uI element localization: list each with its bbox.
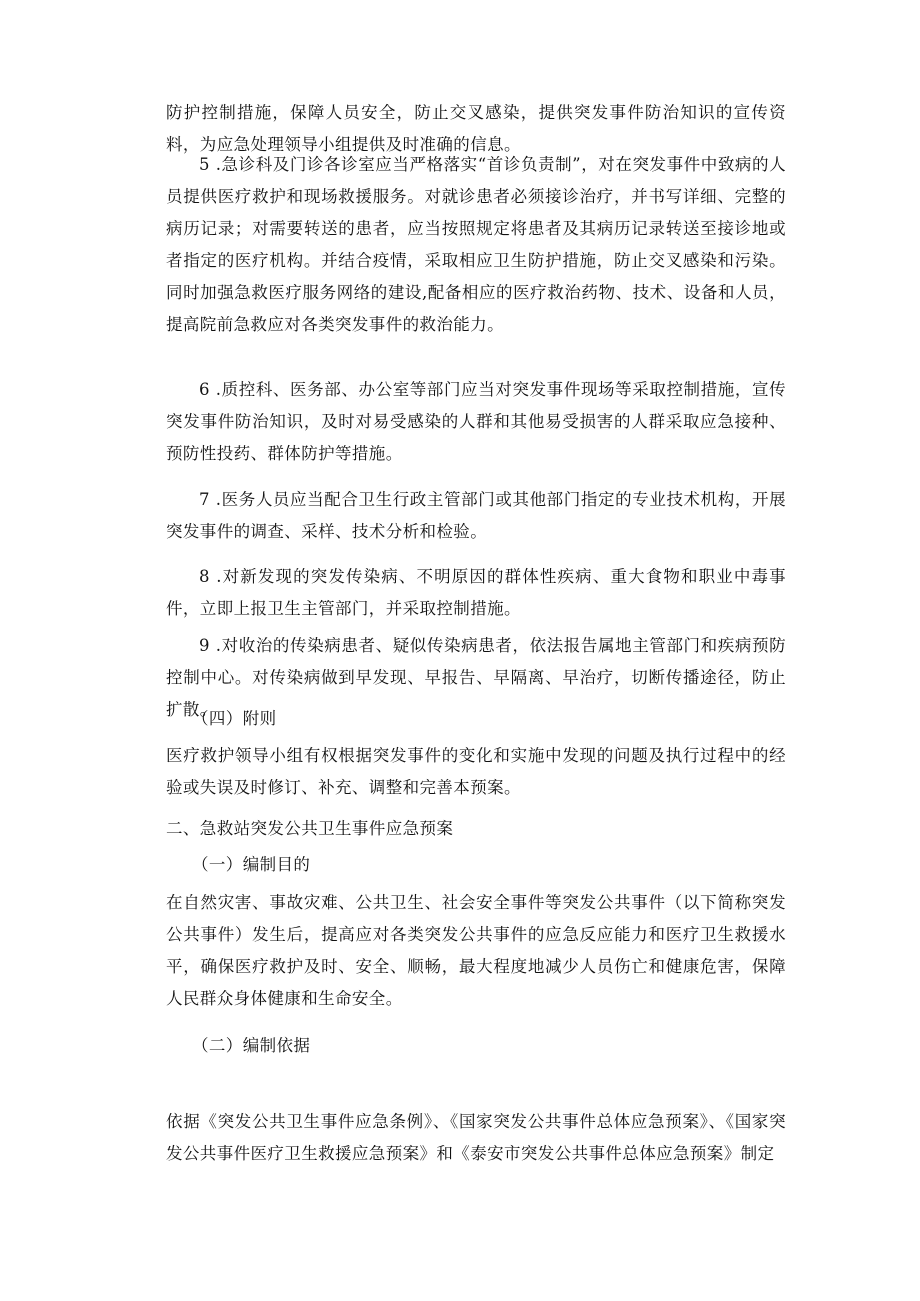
paragraph-item-8: 8 .对新发现的突发传染病、不明原因的群体性疾病、重大食物和职业中毒事件，立即上报卫生主管部门，并采取控制措施。 (166, 567, 786, 618)
heading-appendix: （四）附则 (192, 709, 277, 728)
paragraph-item-9: 9 .对收治的传染病患者、疑似传染病患者，依法报告属地主管部门和疾病预防控制中心。对传染病做到早发现、早报告、早隔离、早治疗，切断传播途径，防止扩散。 (166, 636, 786, 719)
paragraph-item-6: 6 .质控科、医务部、办公室等部门应当对突发事件现场等采取控制措施，宣传突发事件防治知识，及时对易受感染的人群和其他易受损害的人群采取应急接种、预防性投药、群体防护等措施。 (166, 380, 786, 463)
heading-purpose: （一）编制目的 (192, 855, 311, 874)
paragraph-appendix: 医疗救护领导小组有权根据突发事件的变化和实施中发现的问题及执行过程中的经验或失误及时修订、补充、调整和完善本预案。 (166, 746, 786, 797)
paragraph-item-5: 5 .急诊科及门诊各诊室应当严格落实“首诊负责制”，对在突发事件中致病的人员提供医疗救护和现场救援服务。对就诊患者必须接诊治疗，并书写详细、完整的病历记录；对需要转送的患者，应当按照规定将患者及其病历记录转送至接诊地或者指定的医疗机构。并结合疫情，采取相应卫生防护措施，防止交叉感染和污染。同时加强急救医疗服务网络的建设,配备相应的医疗救治药物、技术、设备和人员，提高院前急救应对各类突发事件的救治能力。 (166, 155, 786, 334)
paragraph-continuation: 防护控制措施，保障人员安全，防止交叉感染，提供突发事件防治知识的宣传资料，为应急处理领导小组提供及时准确的信息。 (166, 103, 786, 154)
heading-basis: （二）编制依据 (192, 1036, 311, 1055)
paragraph-basis: 依据《突发公共卫生事件应急条例》、《国家突发公共事件总体应急预案》、《国家突发公共事件医疗卫生救援应急预案》和《泰安市突发公共事件总体应急预案》制定 (166, 1112, 786, 1163)
heading-section-2: 二、急救站突发公共卫生事件应急预案 (166, 819, 454, 838)
paragraph-purpose: 在自然灾害、事故灾难、公共卫生、社会安全事件等突发公共事件（以下简称突发公共事件）发生后，提高应对各类突发公共事件的应急反应能力和医疗卫生救援水平，确保医疗救护及时、安全、顺畅，最大程度地减少人员伤亡和健康危害，保障人民群众身体健康和生命安全。 (166, 893, 786, 1008)
paragraph-item-7: 7 .医务人员应当配合卫生行政主管部门或其他部门指定的专业技术机构，开展突发事件的调查、采样、技术分析和检验。 (166, 490, 786, 541)
